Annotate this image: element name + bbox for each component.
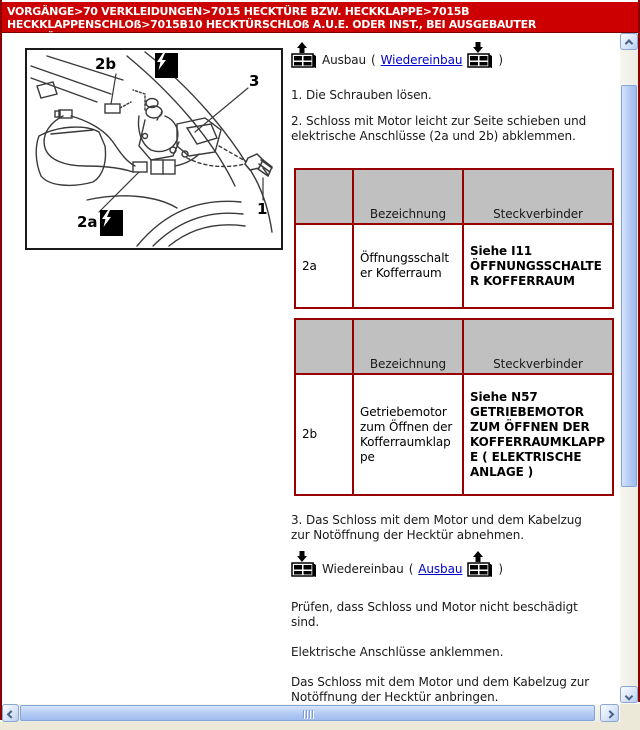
cell-ref: 2a: [295, 224, 353, 308]
connector-table-2a: [294, 168, 614, 309]
paren-open: (: [371, 53, 376, 67]
header-steckverbinder: Steckverbinder: [463, 319, 613, 374]
note-attach: Das Schloss mit dem Motor und dem Kabelzug zur Notöffnung der Hecktür anbringen.: [291, 675, 590, 704]
paren-open: (: [408, 562, 414, 576]
note-check: Prüfen, dass Schloss und Motor nicht beschädigt sind.: [291, 600, 578, 629]
lock-diagram: [25, 48, 283, 250]
header-steckverbinder: Steckverbinder: [463, 169, 613, 224]
step-2: 2. Schloss mit Motor leicht zur Seite schieben und elektrische Anschlüsse (2a und 2b) abklemmen.: [291, 114, 587, 143]
scroll-down-button[interactable]: [620, 686, 638, 703]
table-header-row: [295, 319, 613, 374]
cell-steckverbinder: Siehe I11 ÖFFNUNGSSCHALTER KOFFERRAUM: [463, 224, 613, 308]
reinstall-link[interactable]: Wiedereinbau: [380, 53, 463, 67]
removal-title: Ausbau: [322, 53, 367, 67]
table-header-row: [295, 169, 613, 224]
paren-close: ): [498, 562, 503, 576]
cell-steckverbinder: Siehe N57 GETRIEBEMOTOR ZUM ÖFFNEN DER KOFFERRAUMKLAPPE ( ELEKTRISCHE ANLAGE ): [463, 374, 613, 495]
thumb-grip: [303, 710, 313, 718]
window-bottom-edge: [0, 722, 640, 730]
step-1: 1. Die Schrauben lösen.: [291, 88, 432, 102]
scroll-right-button[interactable]: [600, 704, 619, 722]
table-row: [295, 374, 613, 495]
header-ref: [295, 319, 353, 374]
chevron-up-icon: [625, 39, 633, 47]
removal-link[interactable]: Ausbau: [418, 562, 463, 576]
horizontal-scrollbar[interactable]: [2, 704, 619, 722]
lock-diagram-drawing: [27, 50, 281, 248]
chevron-left-icon: [6, 710, 14, 718]
lightning-icon: [100, 210, 123, 236]
header-bezeichnung: Bezeichnung: [353, 319, 463, 374]
callout-2b: 2b: [95, 55, 117, 73]
vertical-scroll-thumb[interactable]: [621, 85, 637, 487]
breadcrumb: VORGÄNGE>70 VERKLEIDUNGEN>7015 HECKTÜRE BZW. HECKKLAPPE>7015B HECKKLAPPENSCHLOß>7015B10 HECKTÜRSCHLOß A.U.E. ODER INST., BEI AUSGEBAUTER HECKTÜRVERKLEIDUNG: [2, 2, 638, 33]
scrollbar-corner: [620, 704, 640, 722]
cell-bezeichnung: Öffnungsschalter Kofferraum: [353, 224, 463, 308]
chevron-down-icon: [625, 692, 633, 700]
header-bezeichnung: Bezeichnung: [353, 169, 463, 224]
horizontal-scroll-thumb[interactable]: [20, 705, 595, 721]
callout-2a: 2a: [77, 213, 98, 231]
callout-3: 3: [249, 72, 260, 90]
note-connect: Elektrische Anschlüsse anklemmen.: [291, 645, 504, 659]
chevron-right-icon: [605, 710, 613, 718]
window-left-border: [0, 0, 2, 720]
paren-close: ): [498, 53, 503, 67]
cell-ref: 2b: [295, 374, 353, 495]
scroll-left-button[interactable]: [2, 704, 19, 722]
box-arrow-down-icon: [467, 42, 493, 69]
box-arrow-down-icon: [291, 551, 317, 578]
header-ref: [295, 169, 353, 224]
connector-table-2b: [294, 318, 614, 496]
removal-heading: [291, 42, 593, 69]
scroll-up-button[interactable]: [620, 33, 638, 50]
box-arrow-up-icon: [467, 551, 493, 578]
reinstall-title: Wiedereinbau: [322, 562, 404, 576]
reinstall-heading: [291, 551, 593, 578]
box-arrow-up-icon: [291, 42, 317, 69]
vertical-scrollbar[interactable]: [620, 33, 638, 703]
cell-bezeichnung: Getriebemotor zum Öffnen der Kofferraumklappe: [353, 374, 463, 495]
lightning-icon: [155, 53, 178, 78]
callout-1: 1: [257, 200, 268, 218]
table-row: [295, 224, 613, 308]
step-3: 3. Das Schloss mit dem Motor und dem Kabelzug zur Notöffnung der Hecktür abnehmen.: [291, 513, 582, 542]
